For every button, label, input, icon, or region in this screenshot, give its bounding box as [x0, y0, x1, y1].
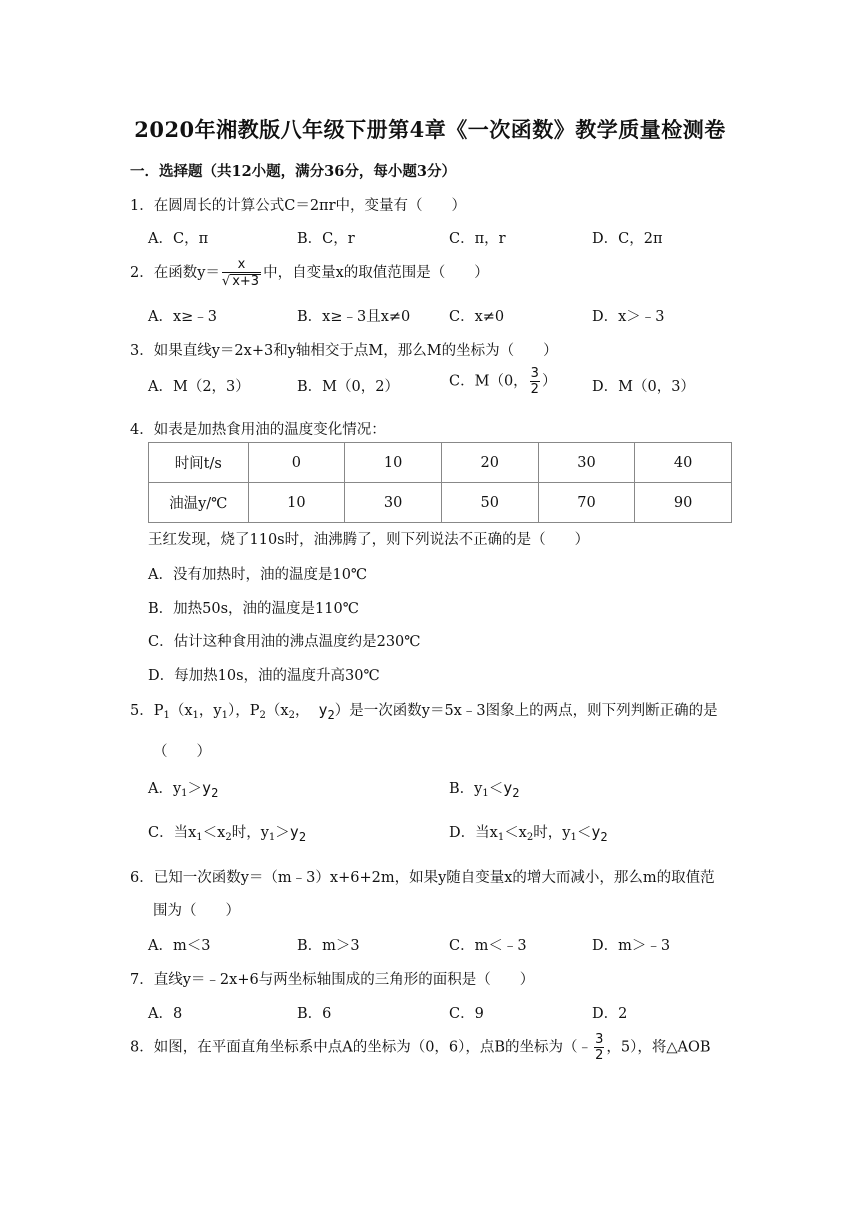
comparator: ＜: [488, 781, 504, 797]
fraction-numerator: 3: [595, 1032, 604, 1047]
option-d-text: D．当x: [449, 825, 498, 841]
question-1-stem: 1．在圆周长的计算公式C＝2πr中，变量有（ ）: [130, 198, 467, 214]
question-6-option-a: A．m＜3: [148, 938, 211, 954]
question-2-option-c: C．x≠0: [449, 309, 505, 325]
question-3-option-b: B．M（0，2）: [297, 379, 399, 395]
question-7-option-c: C．9: [449, 1006, 484, 1022]
question-6-option-b: B．m＞3: [297, 938, 360, 954]
subscript: 2: [600, 830, 608, 844]
question-3-stem: 3．如果直线y＝2x+3和y轴相交于点M，那么M的坐标为（ ）: [130, 343, 558, 359]
q5-part: ）是一次函数y＝5x﹣3图象上的两点，则下列判断正确的是: [334, 703, 718, 719]
question-1-option-b: B．C，r: [297, 231, 355, 247]
question-6-stem-line2: 围为（ ）: [153, 903, 240, 919]
question-2-stem: [130, 258, 489, 288]
question-1-option-a: A．C，π: [148, 231, 209, 247]
subscript: 1: [192, 710, 199, 721]
question-6-option-c: C．m＜﹣3: [449, 938, 527, 954]
subscript: 1: [196, 832, 203, 843]
subscript: 2: [298, 830, 307, 844]
question-2-option-a: A．x≥﹣3: [148, 309, 218, 325]
question-4-option-a: A．没有加热时，油的温度是10℃: [148, 567, 368, 583]
question-5-stem-line2: （ ）: [153, 744, 211, 760]
fraction-numerator: x: [222, 258, 261, 273]
question-1-option-c: C．π，r: [449, 231, 506, 247]
comparator: ＜: [576, 825, 592, 841]
comparator: ＞: [275, 825, 290, 841]
question-2-prefix: 2．在函数y＝: [130, 265, 220, 281]
question-7-stem: 7．直线y＝﹣2x+6与两坐标轴围成的三角形的面积是（ ）: [130, 972, 535, 988]
q5-part: ），P: [228, 703, 260, 719]
table-cell: 0: [248, 443, 345, 483]
question-3-option-a: A．M（2，3）: [148, 379, 250, 395]
document-title: 2020年湘教版八年级下册第4章《一次函数》教学质量检测卷: [134, 117, 726, 142]
subscript: 2: [225, 832, 232, 843]
sqrt-radicand: x+3: [232, 274, 260, 289]
q5-part: ，y: [198, 703, 222, 719]
option-b-text: B．y: [449, 781, 483, 797]
subscript: 2: [526, 832, 534, 843]
comparator: ＜x: [504, 825, 527, 841]
fraction-denominator: √ x+3: [221, 274, 260, 289]
question-4-option-d: D．每加热10s，油的温度升高30℃: [148, 668, 380, 684]
option-c-rest: 时，y: [231, 825, 269, 841]
question-4-option-b: B．加热50s，油的温度是110℃: [148, 601, 359, 617]
option-c-close: ）: [541, 373, 557, 390]
option-c-text: C．M（0，: [449, 373, 528, 390]
fraction-numerator: 3: [530, 366, 539, 381]
table-cell: 50: [441, 483, 538, 523]
table-cell: 30: [538, 443, 635, 483]
question-1-option-d: D．C，2π: [592, 231, 663, 247]
y-letter: y: [202, 779, 212, 797]
q5-part: （x: [265, 703, 289, 719]
subscript: 1: [482, 788, 489, 799]
question-2-suffix: 中，自变量x的取值范围是（ ）: [263, 265, 489, 281]
y-letter: y: [591, 823, 601, 841]
comparator: ＜x: [202, 825, 226, 841]
table-cell: 油温y/℃: [149, 483, 249, 523]
subscript: 2: [211, 786, 219, 800]
question-4-stem: 4．如表是加热食用油的温度变化情况：: [130, 422, 386, 438]
subscript: 1: [570, 832, 577, 843]
question-8-stem: [130, 1033, 710, 1062]
table-cell: 90: [635, 483, 732, 523]
option-c-fraction: [530, 367, 540, 396]
y2-symbol: [202, 779, 219, 800]
question-2-option-b: B．x≥﹣3且x≠0: [297, 309, 411, 325]
option-c-text: C．当x: [148, 825, 197, 841]
question-8-fraction: [594, 1033, 604, 1062]
table-row: [149, 483, 732, 523]
table-cell: 时间t/s: [149, 443, 249, 483]
question-3-option-c: [449, 367, 556, 396]
question-5-option-b: [449, 777, 520, 800]
question-2-fraction: [222, 258, 261, 288]
subscript: 2: [259, 710, 266, 721]
question-2-option-d: D．x＞﹣3: [592, 309, 665, 325]
table-cell: 40: [635, 443, 732, 483]
y2-symbol: [289, 823, 307, 844]
q5-part: ，: [294, 703, 310, 719]
subscript: 1: [221, 710, 228, 721]
subscript: 2: [327, 708, 335, 722]
option-a-text: A．y: [148, 781, 182, 797]
question-7-option-b: B．6: [297, 1006, 332, 1022]
q5-part: （x: [169, 703, 193, 719]
y-letter: y: [289, 823, 299, 841]
question-5-option-d: [449, 821, 608, 844]
table-cell: 30: [345, 483, 442, 523]
question-5-option-c: [148, 821, 306, 844]
question-5-stem: [130, 699, 718, 722]
y2-symbol: [309, 701, 335, 722]
table-cell: 20: [441, 443, 538, 483]
table-cell: 70: [538, 483, 635, 523]
question-4-option-c: C．估计这种食用油的沸点温度约是230℃: [148, 634, 421, 650]
y-letter: y: [318, 701, 328, 719]
table-cell: 10: [345, 443, 442, 483]
question-6-stem: 6．已知一次函数y＝（m﹣3）x+6+2m，如果y随自变量x的增大而减小，那么m的取值范: [130, 870, 715, 886]
question-4-followup: 王红发现，烧了110s时，油沸腾了，则下列说法不正确的是（ ）: [148, 532, 590, 548]
option-d-rest: 时，y: [533, 825, 571, 841]
q8-part: 8．如图，在平面直角坐标系中点A的坐标为（0，6），点B的坐标为（﹣: [130, 1039, 593, 1056]
fraction-denominator: 2: [530, 382, 539, 397]
subscript: 2: [512, 786, 520, 800]
question-7-option-a: A．8: [148, 1006, 183, 1022]
question-6-option-d: D．m＞﹣3: [592, 938, 671, 954]
subscript: 1: [163, 710, 170, 721]
comparator: ＞: [187, 781, 203, 797]
fraction-denominator: 2: [595, 1048, 604, 1063]
q5-part: 5．P: [130, 703, 164, 719]
question-3-option-d: D．M（0，3）: [592, 379, 695, 395]
table-cell: 10: [248, 483, 345, 523]
section-heading: 一．选择题（共12小题，满分36分，每小题3分）: [130, 163, 456, 180]
y-letter: y: [503, 779, 513, 797]
subscript: 1: [268, 832, 276, 843]
y2-symbol: [591, 823, 608, 844]
y2-symbol: [503, 779, 520, 800]
temperature-table: [148, 442, 732, 523]
question-5-option-a: [148, 777, 218, 800]
table-row: [149, 443, 732, 483]
subscript: 1: [497, 832, 505, 843]
subscript: 1: [181, 788, 188, 799]
q8-part: ，5），将△AOB: [606, 1039, 711, 1056]
question-7-option-d: D．2: [592, 1006, 628, 1022]
subscript: 2: [288, 710, 295, 721]
